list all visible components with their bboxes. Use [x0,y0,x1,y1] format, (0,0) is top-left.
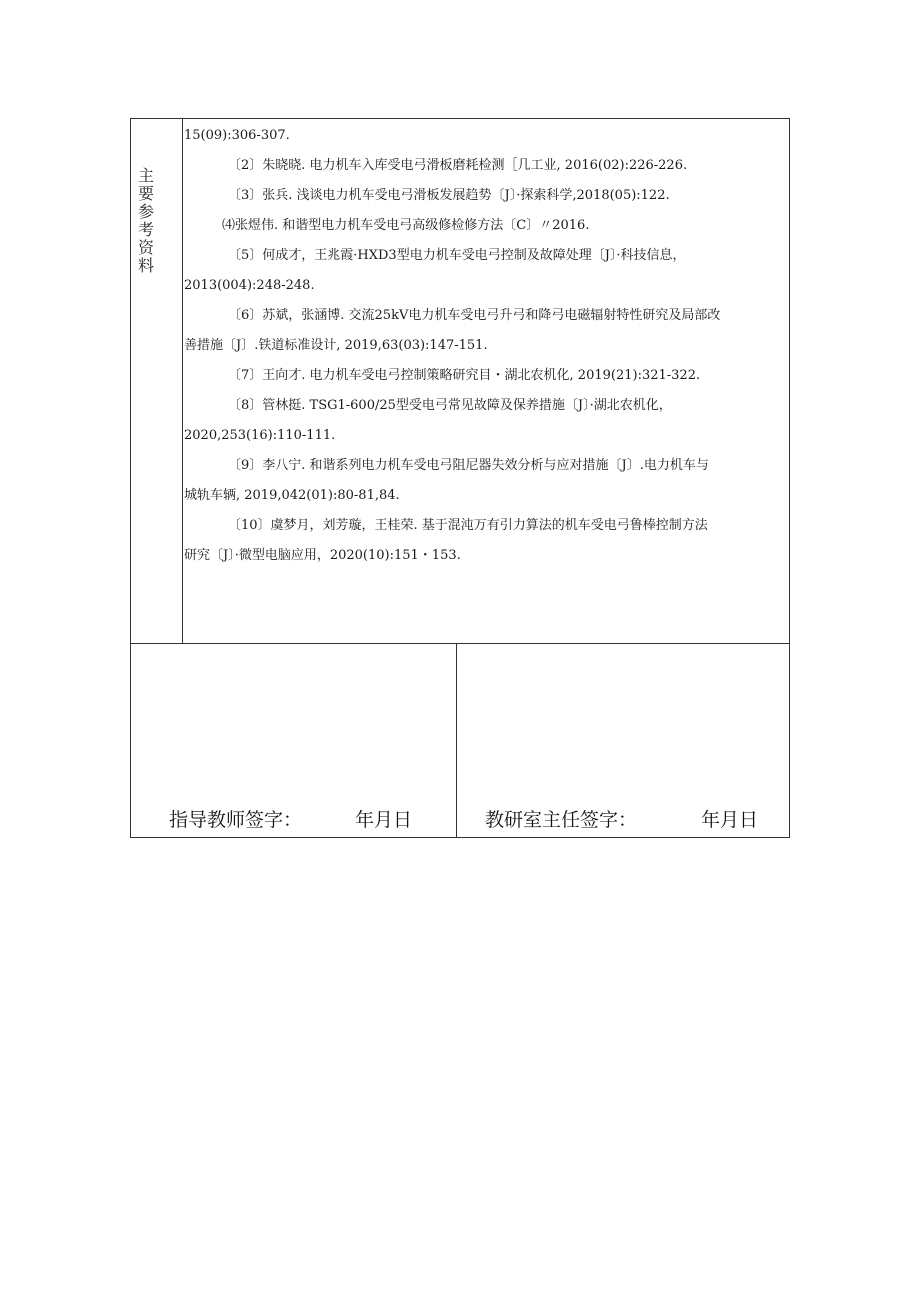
reference-line: 〔9〕李八宁. 和谐系列电力机车受电弓阻尼器失效分析与应对措施〔J〕.电力机车与 [228,458,709,473]
reference-line: 2013(004):248-248. [184,278,315,293]
references-label: 主要参考资料 [137,166,154,275]
reference-line: 研究〔J〕·微型电脑应用，2020(10):151・153. [184,548,461,563]
advisor-signature-date: 年月日 [355,809,413,831]
references-content [184,121,788,641]
reference-line: 〔3〕张兵. 浅谈电力机车受电弓滑板发展趋势〔J〕·探索科学,2018(05):122. [228,188,670,203]
reference-line: 〔2〕朱晓晓. 电力机车入库受电弓滑板磨耗检测［几工业, 2016(02):226-226. [228,158,688,173]
references-label-cell [131,119,183,643]
references-row [131,119,789,644]
reference-line: 〔8〕管林挺. TSG1-600/25型受电弓常见故障及保养措施〔J〕·湖北农机化， [228,398,672,413]
reference-line: 〔7〕王向才. 电力机车受电弓控制策略研究目・湖北农机化, 2019(21):321-322. [228,368,701,383]
reference-line: 善措施〔J〕.铁道标准设计, 2019,63(03):147-151. [184,338,488,353]
advisor-signature-cell [131,644,457,837]
director-signature-date: 年月日 [701,809,759,831]
reference-line: 城轨车辆, 2019,042(01):80-81,84. [184,488,400,503]
advisor-signature-label: 指导教师签字： [169,809,303,831]
reference-line: 〔6〕苏斌，张涵博. 交流25kV电力机车受电弓升弓和降弓电磁辐射特性研究及局部改 [228,308,721,323]
reference-line: 〔5〕何成才，王兆霞·HXD3型电力机车受电弓控制及故障处理〔J〕·科技信息， [228,248,686,263]
signature-row [131,644,789,837]
reference-line: 2020,253(16):110-111. [184,428,336,443]
director-signature-cell [457,644,789,837]
reference-line: 15(09):306-307. [184,128,290,143]
reference-line: 〔10〕虞梦月，刘芳璇，王桂荣. 基于混沌万有引力算法的机车受电弓鲁棒控制方法 [228,518,708,533]
director-signature-label: 教研室主任签字： [485,809,638,831]
form-table [130,118,790,838]
reference-line: ⑷张煜伟. 和谐型电力机车受电弓高级修检修方法〔C〕〃2016. [222,218,590,233]
